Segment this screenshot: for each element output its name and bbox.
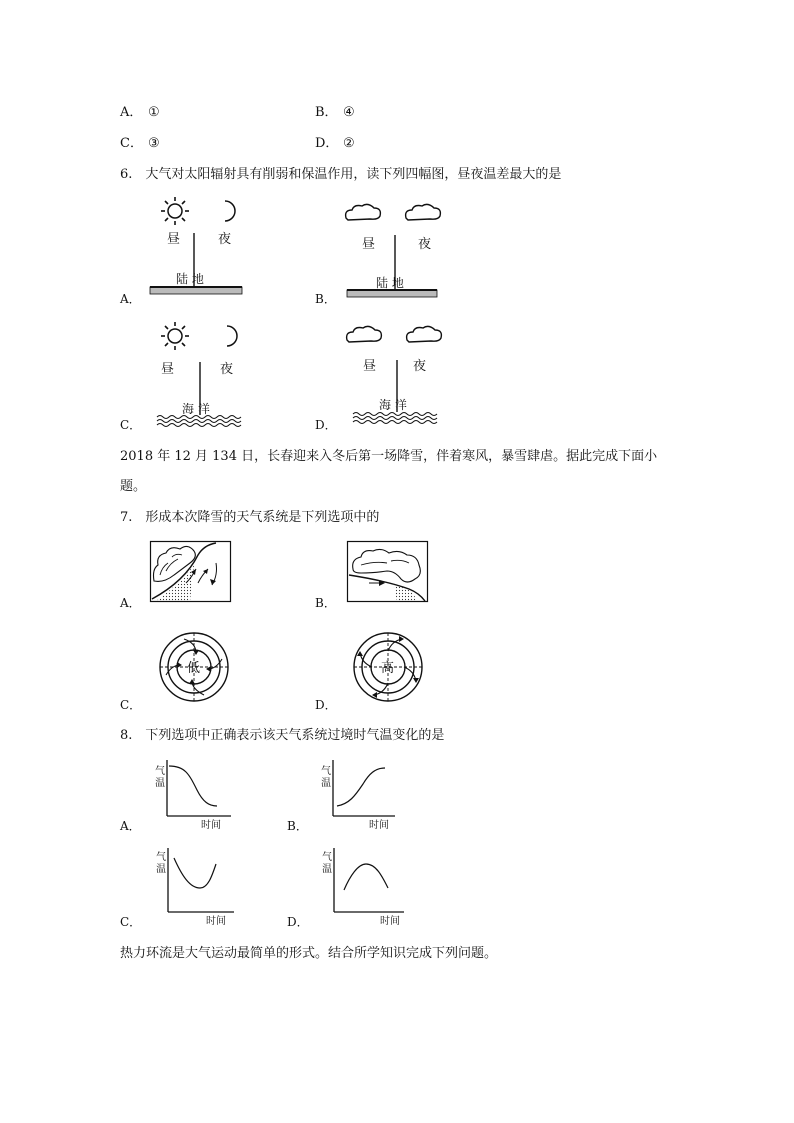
svg-text:温: 温 <box>322 864 332 875</box>
sun-icon <box>161 197 189 225</box>
q7-stem: 7. 形成本次降雪的天气系统是下列选项中的 <box>120 510 380 525</box>
q5-option-a-text: ① <box>148 105 160 120</box>
q5-option-a-letter: A． <box>120 105 143 120</box>
q7d-center-label: 高 <box>381 661 395 676</box>
svg-text:气: 气 <box>321 766 331 777</box>
q6b-ground-label: 陆 地 <box>376 276 404 290</box>
q7-diagram-b-warm-front <box>347 541 429 603</box>
q7-option-b-letter: B． <box>315 596 336 610</box>
q5-option-d-letter: D． <box>315 136 339 151</box>
q6-option-d-letter: D． <box>315 418 337 432</box>
q6a-night-label: 夜 <box>218 232 232 247</box>
q6b-day-label: 昼 <box>362 237 376 252</box>
q8-graph-a-decreasing <box>145 758 235 830</box>
cloud-icon <box>406 204 441 220</box>
svg-text:时间: 时间 <box>201 820 221 831</box>
q5-option-b-letter: B． <box>315 105 338 120</box>
ocean-waves <box>353 413 437 424</box>
svg-text:温: 温 <box>321 778 331 789</box>
q6-stem: 6. 大气对太阳辐射具有削弱和保温作用，读下列四幅图，昼夜温差最大的是 <box>120 167 562 182</box>
passage-1-line-2: 题。 <box>120 479 147 494</box>
q6-option-c-letter: C． <box>120 418 142 432</box>
q6-diagram-a <box>145 195 250 300</box>
q7c-center-label: 低 <box>187 661 201 676</box>
svg-text:时间: 时间 <box>380 916 400 927</box>
svg-text:时间: 时间 <box>206 916 226 927</box>
svg-text:温: 温 <box>155 778 165 789</box>
q6b-night-label: 夜 <box>418 237 432 252</box>
q8-option-c-letter: C． <box>120 915 142 929</box>
q7-diagram-c-cyclone <box>158 631 230 703</box>
q8-graph-c-valley <box>148 846 238 926</box>
q6-diagram-b <box>340 200 450 300</box>
q6-option-a-letter: A． <box>120 292 141 306</box>
q8-stem: 8. 下列选项中正确表示该天气系统过境时气温变化的是 <box>120 728 445 743</box>
q6a-day-label: 昼 <box>167 232 181 247</box>
passage-2: 热力环流是大气运动最简单的形式。结合所学知识完成下列问题。 <box>120 946 498 961</box>
q7-option-d-letter: D． <box>315 698 337 712</box>
q8-graph-b-increasing <box>317 758 407 830</box>
svg-text:气: 气 <box>156 852 166 863</box>
q6-option-b-letter: B． <box>315 292 336 306</box>
q8-option-b-letter: B． <box>287 819 308 833</box>
q5-option-c-text: ③ <box>148 136 160 151</box>
q6c-day-label: 昼 <box>161 362 175 377</box>
moon-icon <box>227 326 237 346</box>
q5-option-d-text: ② <box>343 136 355 151</box>
q7-option-a-letter: A． <box>120 596 141 610</box>
q5-option-b-text: ④ <box>343 105 355 120</box>
q6c-ground-label: 海 洋 <box>182 402 210 416</box>
q7-diagram-d-anticyclone <box>352 631 424 703</box>
svg-text:时间: 时间 <box>369 820 389 831</box>
q8-graph-d-peak <box>318 846 412 926</box>
ocean-waves <box>157 416 241 427</box>
q6a-ground-label: 陆 地 <box>176 272 204 286</box>
q7-diagram-a-cold-front <box>150 541 232 603</box>
q8-option-a-letter: A． <box>120 819 141 833</box>
q5-option-c-letter: C． <box>120 136 143 151</box>
q6-diagram-c <box>145 320 250 430</box>
q7-option-c-letter: C． <box>120 698 142 712</box>
passage-1-line-1: 2018 年 12 月 134 日，长春迎来入冬后第一场降雪，伴着寒风，暴雪肆虐。据此完成下面小 <box>120 449 658 464</box>
q6-diagram-d <box>345 322 450 430</box>
q6d-ground-label: 海 洋 <box>379 398 407 412</box>
moon-icon <box>225 201 235 221</box>
q8-option-d-letter: D． <box>287 915 309 929</box>
svg-text:气: 气 <box>322 852 332 863</box>
q6d-night-label: 夜 <box>413 359 427 374</box>
svg-text:气: 气 <box>155 766 165 777</box>
svg-text:温: 温 <box>156 864 166 875</box>
sun-icon <box>161 322 189 350</box>
q6d-day-label: 昼 <box>363 359 377 374</box>
q6c-night-label: 夜 <box>220 362 234 377</box>
cloud-icon <box>346 204 381 220</box>
cloud-icon <box>407 326 442 342</box>
cloud-icon <box>347 326 382 342</box>
